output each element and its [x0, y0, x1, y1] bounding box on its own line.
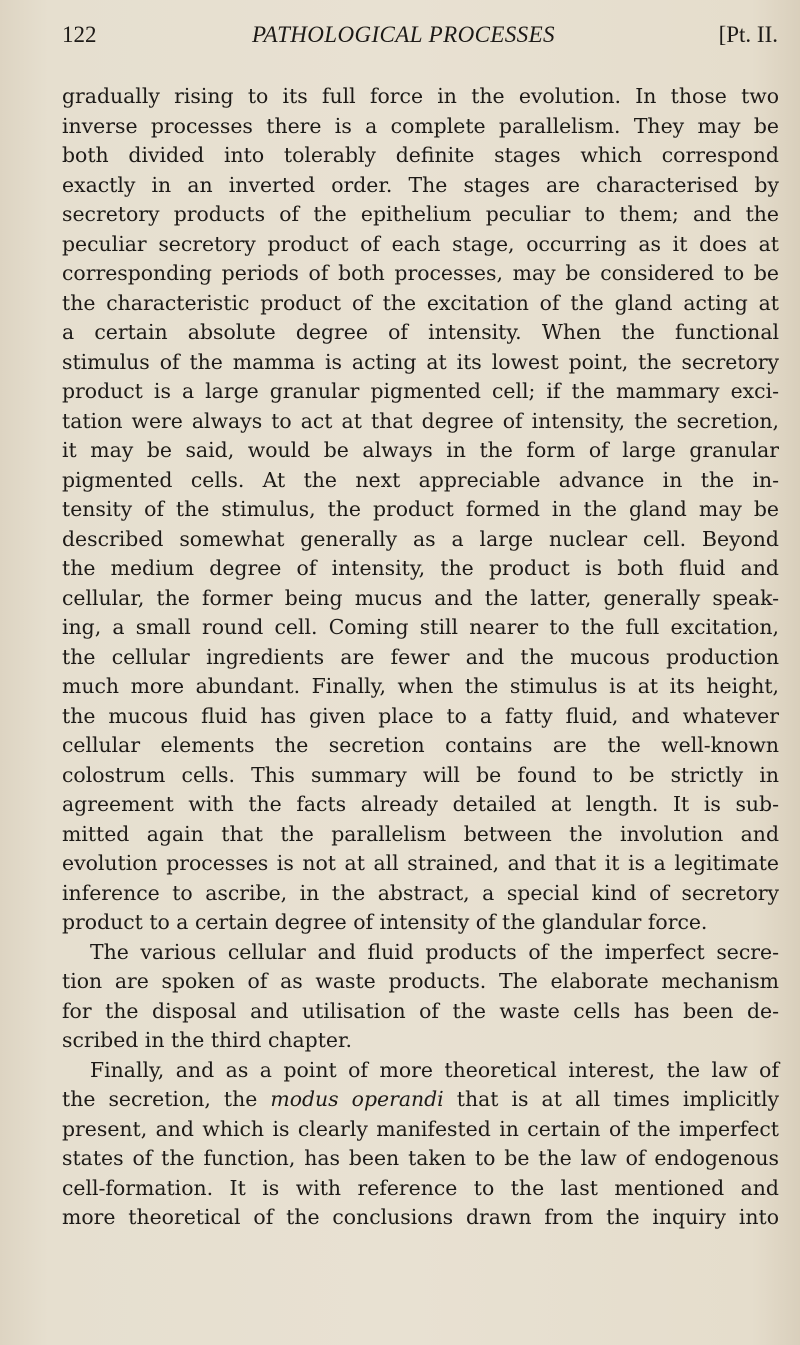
- text-line: stimulus of the mamma is acting at its lowest point, the secretory: [62, 349, 779, 374]
- running-title: PATHOLOGICAL PROCESSES: [252, 22, 555, 47]
- text-line: corresponding periods of both processes, may be considered to be: [62, 261, 779, 285]
- text-line: The various cellular and fluid products of the imperfect secre-: [90, 939, 779, 964]
- text-line: secretory products of the epithelium peculiar to them; and the: [62, 202, 779, 226]
- text-line: Finally, and as a point of more theoretical interest, the law of: [90, 1057, 779, 1082]
- text-line: for the disposal and utilisation of the waste cells has been de-: [62, 998, 779, 1023]
- text-line: agreement with the facts already detailed at length. It is sub-: [62, 792, 779, 816]
- text-line: cell-formation. It is with reference to the last mentioned and: [62, 1175, 779, 1200]
- text-line: the medium degree of intensity, the product is both fluid and: [62, 556, 779, 580]
- text-line: present, and which is clearly manifested in certain of the imperfect: [62, 1116, 779, 1141]
- text-line: the cellular ingredients are fewer and the mucous production: [62, 644, 779, 669]
- text-line: colostrum cells. This summary will be found to be strictly in: [62, 762, 779, 787]
- text-line: inverse processes there is a complete parallelism. They may be: [62, 113, 779, 138]
- text-segment: that is at all times implicitly: [443, 1087, 780, 1111]
- text-line: evolution processes is not at all strained, and that it is a legitimate: [62, 851, 779, 875]
- text-line-with-italic: [62, 1085, 779, 1115]
- text-line: peculiar secretory product of each stage, occurring as it does at: [62, 231, 779, 256]
- text-line: states of the function, has been taken to be the law of endogenous: [62, 1146, 779, 1170]
- text-line: cellular, the former being mucus and the latter, generally speak-: [62, 585, 779, 610]
- text-line: product is a large granular pigmented cell; if the mammary exci-: [62, 379, 779, 403]
- text-line: scribed in the third chapter.: [62, 1028, 352, 1052]
- text-line: gradually rising to its full force in the evolution. In those two: [62, 84, 779, 108]
- text-line: product to a certain degree of intensity of the glandular force.: [62, 910, 708, 934]
- text-line: mitted again that the parallelism between the involution and: [62, 821, 779, 846]
- text-line: described somewhat generally as a large nuclear cell. Beyond: [62, 526, 779, 551]
- body-text: [62, 82, 779, 1233]
- part-label: [Pt. II.: [718, 22, 778, 47]
- text-line: ing, a small round cell. Coming still nearer to the full excitation,: [62, 615, 779, 639]
- text-line: it may be said, would be always in the form of large granular: [62, 438, 779, 462]
- text-line: inference to ascribe, in the abstract, a special kind of secretory: [62, 880, 779, 905]
- text-line: both divided into tolerably definite stages which correspond: [62, 143, 779, 167]
- text-segment: the secretion, the: [62, 1087, 271, 1111]
- page-number: 122: [62, 22, 97, 47]
- text-line: the characteristic product of the excitation of the gland acting at: [62, 290, 779, 315]
- text-line: cellular elements the secretion contains are the well-known: [62, 733, 779, 757]
- text-line: the mucous fluid has given place to a fatty fluid, and whatever: [62, 703, 779, 728]
- text-line: a certain absolute degree of intensity. When the functional: [62, 320, 779, 344]
- text-line: more theoretical of the conclusions drawn from the inquiry into: [62, 1205, 779, 1229]
- text-line: much more abundant. Finally, when the stimulus is at its height,: [62, 674, 779, 698]
- text-line: tensity of the stimulus, the product formed in the gland may be: [62, 497, 779, 521]
- text-line: tion are spoken of as waste products. The elaborate mechanism: [62, 969, 779, 993]
- text-line: exactly in an inverted order. The stages are characterised by: [62, 172, 779, 197]
- text-line: pigmented cells. At the next appreciable advance in the in-: [62, 467, 779, 492]
- page-header: [62, 18, 778, 54]
- italic-phrase: modus operandi: [270, 1087, 444, 1111]
- text-line: tation were always to act at that degree of intensity, the secretion,: [62, 408, 779, 433]
